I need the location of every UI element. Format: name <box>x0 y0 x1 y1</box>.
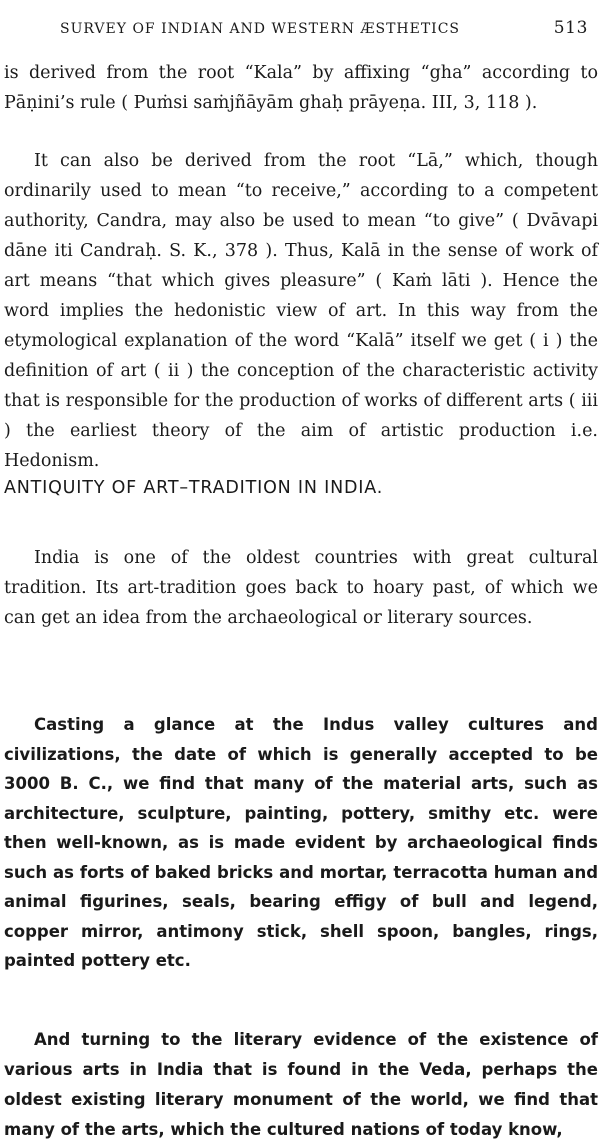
running-title: SURVEY OF INDIAN AND WESTERN ÆSTHETICS <box>60 21 461 37</box>
paragraph-text: is derived from the root “Kala” by affixing “gha” according to Pāṇini’s rule ( Puṁsi saṁjñāyām ghaḥ prāyeṇa. III, 3, 118 ). <box>4 63 598 113</box>
paragraph-etymology-kala <box>4 58 598 118</box>
section-heading: ANTIQUITY OF ART–TRADITION IN INDIA. <box>4 478 384 498</box>
paragraph-etymology-la <box>4 146 598 476</box>
page-header <box>60 18 588 38</box>
paragraph-literary-evidence <box>4 1025 598 1145</box>
paragraph-india-tradition <box>4 543 598 633</box>
page-number: 513 <box>553 18 588 38</box>
paragraph-indus-valley <box>4 710 598 976</box>
paragraph-text: Casting a glance at the Indus valley cultures and civilizations, the date of which is generally accepted to be 3000 B. C., we find that many of the material arts, such as architecture, sculpture, painting, pottery, smithy etc. were then well-known, as is made evident by archaeological finds such as forts of baked bricks and mortar, terracotta human and animal figurines, seals, bearing effigy of bull and legend, copper mirror, antimony stick, shell spoon, bangles, rings, painted pottery etc. <box>4 715 598 970</box>
paragraph-text: India is one of the oldest countries with great cultural tradition. Its art-tradition goes back to hoary past, of which we can get an idea from the archaeological or literary sources. <box>4 548 598 628</box>
paragraph-text: And turning to the literary evidence of the existence of various arts in India that is found in the Veda, perhaps the oldest existing literary monument of the world, we find that many of the arts, which the cultured nations of today know, <box>4 1030 598 1139</box>
paragraph-text: It can also be derived from the root “Lā,” which, though ordinarily used to mean “to receive,” according to a competent authority, Candra, may also be used to mean “to give” ( Dvāvapi dāne iti Candraḥ. S. K., 378 ). Thus, Kalā in the sense of work of art means “that which gives pleasure” ( Kaṁ lāti ). Hence the word implies the hedonistic view of art. In this way from the etymological explanation of the word “Kalā” itself we get ( i ) the definition of art ( ii ) the conception of the characteristic activity that is responsible for the production of works of different arts ( iii ) the earliest theory of the aim of artistic production i.e. Hedonism. <box>4 151 598 471</box>
